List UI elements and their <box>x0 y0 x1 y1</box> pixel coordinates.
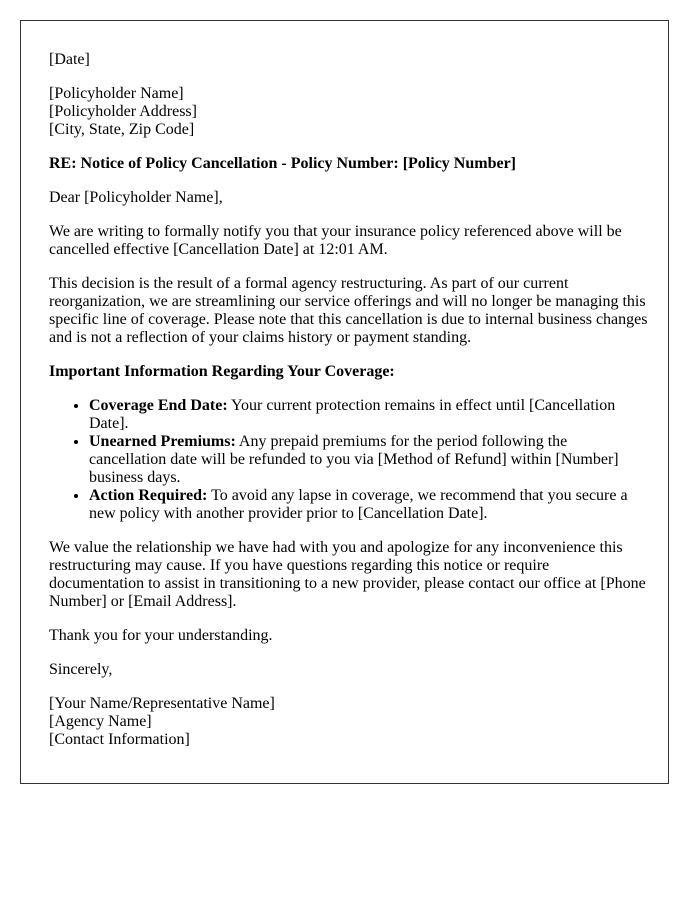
salutation: Dear [Policyholder Name], <box>49 189 223 206</box>
signature-block <box>49 695 648 749</box>
signature-agency: [Agency Name] <box>49 713 152 730</box>
list-item-text: To avoid any lapse in coverage, we recommend that you secure a new policy with another provider prior to [Cancellation Date]. <box>89 487 628 522</box>
subject-line: RE: Notice of Policy Cancellation - Policy Number: [Policy Number] <box>49 155 517 172</box>
list-item-label: Action Required: <box>89 487 208 504</box>
reason-paragraph: This decision is the result of a formal agency restructuring. As part of our current reorganization, we are streamlining our service offerings and will no longer be managing this specific line of coverage. Please note that this cancellation is due to internal business changes and is not a reflection of your claims history or payment standing. <box>49 275 648 346</box>
recipient-address: [Policyholder Address] <box>49 103 197 120</box>
closing-paragraph: We value the relationship we have had with you and apologize for any inconvenience this restructuring may cause. If you have questions regarding this notice or require documentation to assist in transitioning to a new provider, please contact our office at [Phone Number] or [Email Address]. <box>49 539 646 610</box>
list-item-unearned-premiums <box>89 433 648 487</box>
letter-date: [Date] <box>49 51 90 68</box>
recipient-block <box>49 85 648 139</box>
section-heading: Important Information Regarding Your Coverage: <box>49 363 395 380</box>
sign-off: Sincerely, <box>49 661 113 678</box>
letter-page <box>20 20 669 784</box>
thanks-line: Thank you for your understanding. <box>49 627 273 644</box>
signature-contact: [Contact Information] <box>49 731 190 748</box>
recipient-name: [Policyholder Name] <box>49 85 184 102</box>
signature-name: [Your Name/Representative Name] <box>49 695 275 712</box>
list-item-label: Coverage End Date: <box>89 397 228 414</box>
recipient-city-state-zip: [City, State, Zip Code] <box>49 121 195 138</box>
list-item-text: Your current protection remains in effect until [Cancellation Date]. <box>89 397 616 432</box>
list-item-label: Unearned Premiums: <box>89 433 236 450</box>
list-item-action-required <box>89 487 648 523</box>
notification-paragraph: We are writing to formally notify you that your insurance policy referenced above will be cancelled effective [Cancellation Date] at 12:01 AM. <box>49 223 622 258</box>
list-item-text: Any prepaid premiums for the period following the cancellation date will be refunded to you via [Method of Refund] within [Number] business days. <box>89 433 619 486</box>
list-item-coverage-end-date <box>89 397 648 433</box>
coverage-info-list <box>49 397 648 523</box>
